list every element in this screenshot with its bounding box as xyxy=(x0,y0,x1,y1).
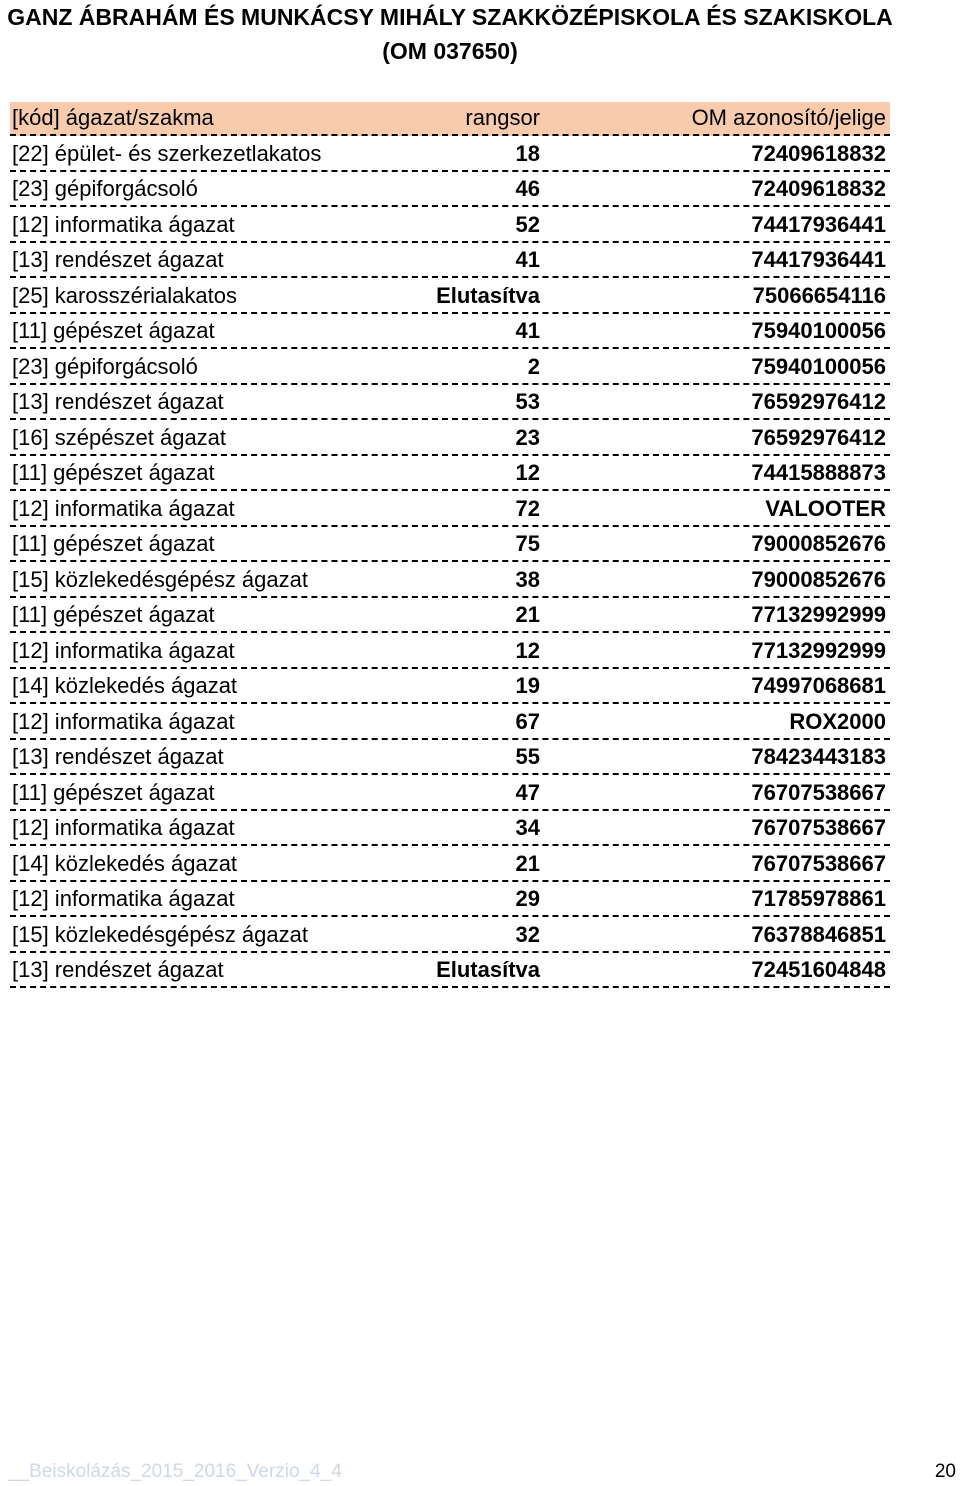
row-id: 71785978861 xyxy=(751,886,886,911)
row-id: 74417936441 xyxy=(751,211,886,237)
table-row xyxy=(10,669,890,705)
table-row xyxy=(10,527,890,563)
row-rank: 18 xyxy=(515,140,540,166)
table-row xyxy=(10,136,890,172)
table-row xyxy=(10,917,890,953)
table-row xyxy=(10,456,890,492)
row-id: 74997068681 xyxy=(751,673,886,698)
table-row xyxy=(10,314,890,350)
admissions-table xyxy=(10,102,890,988)
row-id: 74415888873 xyxy=(751,460,886,485)
row-name: [12] informatika ágazat xyxy=(12,495,235,521)
row-rank: 52 xyxy=(515,211,540,237)
footer-document-name: __Beiskolázás_2015_2016_Verzio_4_4 xyxy=(8,1461,342,1482)
row-name: [13] rendészet ágazat xyxy=(12,744,224,769)
row-id: 75066654116 xyxy=(752,282,886,308)
row-id: 76378846851 xyxy=(751,921,886,947)
row-id: 76592976412 xyxy=(751,424,886,450)
row-name: [23] gépiforgácsoló xyxy=(12,176,198,201)
table-row xyxy=(10,278,890,314)
row-rank: Elutasítva xyxy=(436,957,540,982)
table-row xyxy=(10,953,890,989)
table-row xyxy=(10,633,890,669)
table-row xyxy=(10,385,890,421)
table-row xyxy=(10,172,890,208)
row-rank: 12 xyxy=(515,637,540,663)
row-name: [25] karosszérialakatos xyxy=(12,282,237,308)
row-rank: 46 xyxy=(515,176,540,201)
row-name: [11] gépészet ágazat xyxy=(12,460,215,485)
row-id: 77132992999 xyxy=(751,602,886,627)
row-id: 79000852676 xyxy=(751,531,886,556)
row-rank: 41 xyxy=(515,247,540,272)
row-id: 79000852676 xyxy=(751,566,886,592)
row-rank: 23 xyxy=(515,424,540,450)
table-row xyxy=(10,491,890,527)
row-id: 76592976412 xyxy=(751,389,886,414)
row-id: 75940100056 xyxy=(751,353,886,379)
row-id: 78423443183 xyxy=(751,744,886,769)
row-name: [11] gépészet ágazat xyxy=(12,779,215,805)
page-number: 20 xyxy=(934,1461,956,1482)
row-id: 75940100056 xyxy=(751,318,886,343)
table-row xyxy=(10,420,890,456)
row-rank: 12 xyxy=(515,460,540,485)
table-row xyxy=(10,704,890,740)
row-rank: 72 xyxy=(515,495,540,521)
row-id: 74417936441 xyxy=(751,247,886,272)
table-row xyxy=(10,811,890,847)
school-name: GANZ ÁBRAHÁM ÉS MUNKÁCSY MIHÁLY SZAKKÖZÉPISKOLA ÉS SZAKISKOLA xyxy=(7,4,893,30)
table-row xyxy=(10,846,890,882)
row-rank: 47 xyxy=(515,779,540,805)
row-name: [22] épület- és szerkezetlakatos xyxy=(12,140,322,166)
row-name: [12] informatika ágazat xyxy=(12,886,235,911)
row-rank: 53 xyxy=(515,389,540,414)
row-rank: 21 xyxy=(515,602,540,627)
header-name: [kód] ágazat/szakma xyxy=(12,105,214,130)
row-rank: 55 xyxy=(515,744,540,769)
row-rank: 29 xyxy=(515,886,540,911)
row-rank: 34 xyxy=(515,815,540,840)
table-row xyxy=(10,775,890,811)
row-rank: 41 xyxy=(515,318,540,343)
page-title xyxy=(0,0,900,68)
table-row xyxy=(10,207,890,243)
table-row xyxy=(10,562,890,598)
header-id: OM azonosító/jelige xyxy=(691,105,886,130)
row-name: [15] közlekedésgépész ágazat xyxy=(12,566,308,592)
row-name: [13] rendészet ágazat xyxy=(12,389,224,414)
row-rank: 32 xyxy=(515,921,540,947)
row-rank: 21 xyxy=(515,850,540,876)
row-id: 76707538667 xyxy=(751,815,886,840)
table-row xyxy=(10,243,890,279)
row-rank: 38 xyxy=(515,566,540,592)
row-name: [13] rendészet ágazat xyxy=(12,957,224,982)
row-name: [14] közlekedés ágazat xyxy=(12,850,238,876)
row-name: [11] gépészet ágazat xyxy=(12,602,215,627)
row-id: 77132992999 xyxy=(751,637,886,663)
table-row xyxy=(10,740,890,776)
row-id: 72409618832 xyxy=(751,140,886,166)
row-id: ROX2000 xyxy=(789,708,886,734)
row-name: [14] közlekedés ágazat xyxy=(12,673,238,698)
row-name: [11] gépészet ágazat xyxy=(12,318,215,343)
row-name: [12] informatika ágazat xyxy=(12,708,235,734)
row-name: [12] informatika ágazat xyxy=(12,815,235,840)
row-id: 72451604848 xyxy=(751,957,886,982)
row-name: [13] rendészet ágazat xyxy=(12,247,224,272)
row-id: 76707538667 xyxy=(751,779,886,805)
row-name: [15] közlekedésgépész ágazat xyxy=(12,921,308,947)
header-rank: rangsor xyxy=(465,105,540,130)
row-rank: 19 xyxy=(515,673,540,698)
row-rank: Elutasítva xyxy=(436,282,540,308)
table-header-row xyxy=(10,102,890,136)
row-id: 76707538667 xyxy=(751,850,886,876)
row-name: [23] gépiforgácsoló xyxy=(12,353,198,379)
table-row xyxy=(10,598,890,634)
row-name: [16] szépészet ágazat xyxy=(12,424,227,450)
table-row xyxy=(10,882,890,918)
row-name: [11] gépészet ágazat xyxy=(12,531,215,556)
row-rank: 75 xyxy=(515,531,540,556)
school-om-code: (OM 037650) xyxy=(382,38,518,64)
row-id: 72409618832 xyxy=(751,176,886,201)
row-name: [12] informatika ágazat xyxy=(12,637,235,663)
row-rank: 2 xyxy=(527,353,540,379)
row-id: VALOOTER xyxy=(765,495,886,521)
row-name: [12] informatika ágazat xyxy=(12,211,235,237)
row-rank: 67 xyxy=(515,708,540,734)
table-row xyxy=(10,349,890,385)
